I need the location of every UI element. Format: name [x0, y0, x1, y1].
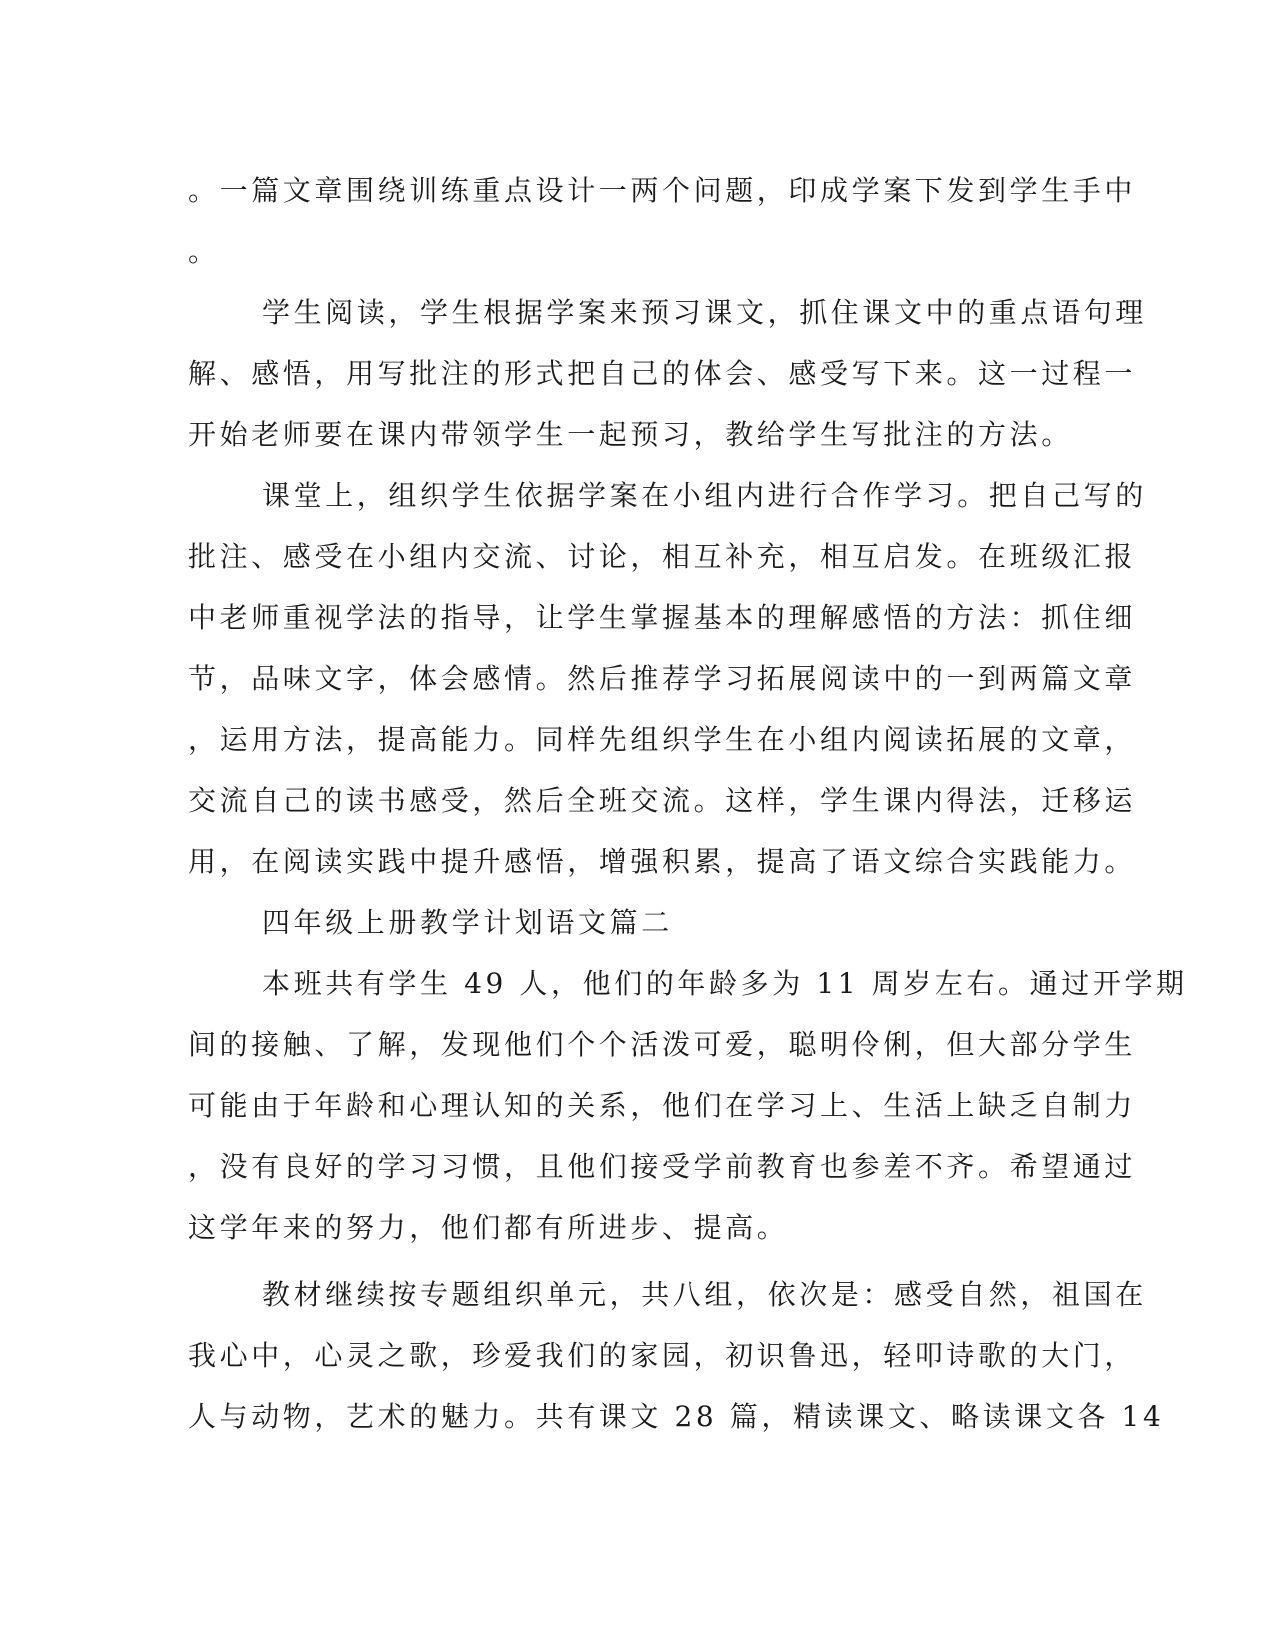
text-line: 可能由于年龄和心理认知的关系，他们在学习上、生活上缺乏自制力 [188, 1089, 1137, 1122]
text-line: ，没有良好的学习习惯，且他们接受学前教育也参差不齐。希望通过 [188, 1150, 1137, 1183]
text-line: 我心中，心灵之歌，珍爱我们的家园，初识鲁迅，轻叩诗歌的大门， [188, 1339, 1137, 1372]
paragraph-start-line: 学生阅读，学生根据学案来预习课文，抓住课文中的重点语句理 [262, 296, 1147, 329]
paragraph-start-line: 课堂上，组织学生依据学案在小组内进行合作学习。把自己写的 [262, 479, 1147, 512]
section-heading: 四年级上册教学计划语文篇二 [262, 906, 673, 939]
text-line: 人与动物，艺术的魅力。共有课文 28 篇，精读课文、略读课文各 14 [188, 1400, 1165, 1433]
text-line: 批注、感受在小组内交流、讨论，相互补充，相互启发。在班级汇报 [188, 540, 1137, 573]
text-line: 节，品味文字，体会感情。然后推荐学习拓展阅读中的一到两篇文章 [188, 662, 1137, 695]
text-line: 中老师重视学法的指导，让学生掌握基本的理解感悟的方法：抓住细 [188, 601, 1137, 634]
text-line: 。一篇文章围绕训练重点设计一两个问题，印成学案下发到学生手中 [188, 174, 1137, 207]
text-line: 解、感悟，用写批注的形式把自己的体会、感受写下来。这一过程一 [188, 357, 1137, 390]
text-line: ，运用方法，提高能力。同样先组织学生在小组内阅读拓展的文章， [188, 723, 1137, 756]
text-line: 开始老师要在课内带领学生一起预习，教给学生写批注的方法。 [188, 418, 1073, 451]
text-line: 用，在阅读实践中提升感悟，增强积累，提高了语文综合实践能力。 [188, 845, 1137, 878]
text-line: 。 [188, 235, 220, 268]
text-line: 这学年来的努力，他们都有所进步、提高。 [188, 1211, 789, 1244]
text-line: 间的接触、了解，发现他们个个活泼可爱，聪明伶俐，但大部分学生 [188, 1028, 1137, 1061]
paragraph-start-line: 本班共有学生 49 人，他们的年龄多为 11 周岁左右。通过开学期 [262, 967, 1188, 1000]
document-body [188, 160, 1188, 1447]
text-line: 交流自己的读书感受，然后全班交流。这样，学生课内得法，迁移运 [188, 784, 1137, 817]
paragraph-start-line: 教材继续按专题组织单元，共八组，依次是：感受自然，祖国在 [262, 1278, 1147, 1311]
